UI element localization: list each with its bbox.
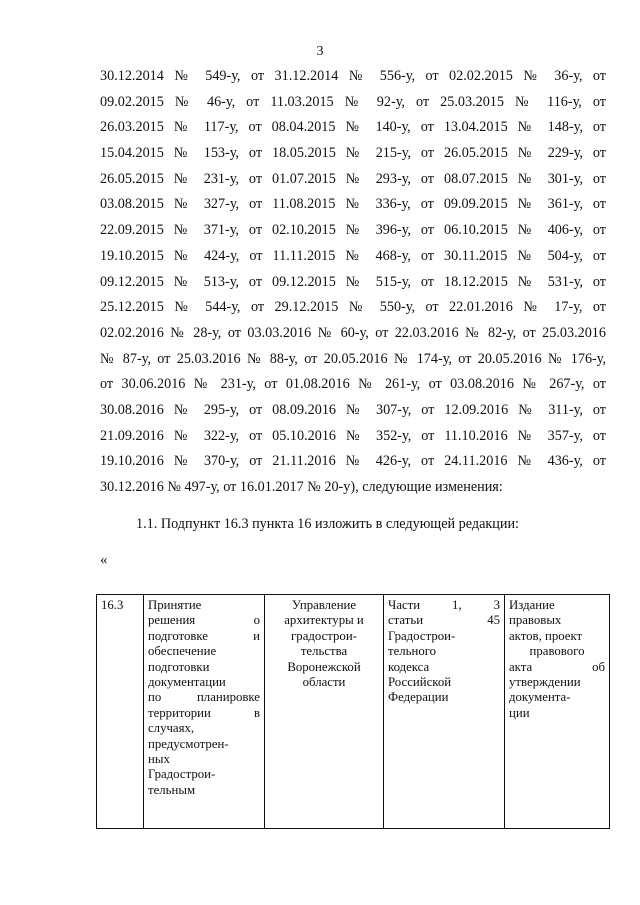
opening-quote: « xyxy=(100,552,108,568)
amendments-paragraph xyxy=(100,64,606,501)
paragraph-line: 22.09.2015 № 371-у, от 02.10.2015 № 396-у, от 06.10.2015 № 406-у, от xyxy=(100,222,606,239)
cell-line: документации xyxy=(148,675,226,690)
paragraph-line: 26.05.2015 № 231-у, от 01.07.2015 № 293-у, от 08.07.2015 № 301-у, от xyxy=(100,170,606,187)
cell-line: документа- xyxy=(509,690,571,705)
paragraph-line: 09.12.2015 № 513-у, от 09.12.2015 № 515-у, от 18.12.2015 № 531-у, от xyxy=(100,273,606,290)
paragraph-line: 03.08.2015 № 327-у, от 11.08.2015 № 336-у, от 09.09.2015 № 361-у, от xyxy=(100,196,606,213)
cell-line: Части 1, 3 xyxy=(388,598,500,612)
paragraph-line: 21.09.2016 № 322-у, от 05.10.2016 № 352-у, от 11.10.2016 № 357-у, от xyxy=(100,427,606,444)
paragraph-line: 30.12.2016 № 497-у, от 16.01.2017 № 20-у), следующие изменения: xyxy=(100,479,503,495)
paragraph-line: 02.02.2016 № 28-у, от 03.03.2016 № 60-у, от 22.03.2016 № 82-у, от 25.03.2016 xyxy=(100,324,606,341)
amendment-table xyxy=(96,594,610,829)
paragraph-line: 30.12.2014 № 549-у, от 31.12.2014 № 556-у, от 02.02.2015 № 36-у, от xyxy=(100,68,606,84)
cell-line: правовых xyxy=(509,613,562,628)
cell-line: по планировке xyxy=(148,690,260,705)
cell-line: области xyxy=(302,675,346,690)
cell-line: обеспечение xyxy=(148,644,217,659)
paragraph-line: 25.12.2015 № 544-у, от 29.12.2015 № 550-у, от 22.01.2016 № 17-у, от xyxy=(100,299,606,316)
paragraph-line: от 30.06.2016 № 231-у, от 01.08.2016 № 261-у, от 03.08.2016 № 267-у, от xyxy=(100,376,606,393)
cell-line: правового xyxy=(529,644,585,659)
cell-line: Российской xyxy=(388,675,452,690)
page-number: 3 xyxy=(316,44,324,59)
cell-line: решения о xyxy=(148,613,260,628)
cell-line: Издание xyxy=(509,598,555,612)
cell-line: подготовки xyxy=(148,659,210,674)
cell-description xyxy=(144,595,265,829)
cell-number: 16.3 xyxy=(97,595,144,829)
cell-line: подготовке и xyxy=(148,628,260,643)
cell-line: ции xyxy=(509,705,530,720)
cell-line: тельного xyxy=(388,644,437,659)
cell-line: предусмотрен- xyxy=(148,736,229,751)
cell-line: тельным xyxy=(148,782,196,797)
cell-line: случаях, xyxy=(148,721,195,736)
cell-line: статьи 45 xyxy=(388,613,500,628)
cell-line: актов, проект xyxy=(509,628,583,643)
cell-line: акта об xyxy=(509,659,605,674)
paragraph-line: 26.03.2015 № 117-у, от 08.04.2015 № 140-у, от 13.04.2015 № 148-у, от xyxy=(100,119,606,136)
cell-legal-basis xyxy=(384,595,505,829)
paragraph-line: 15.04.2015 № 153-у, от 18.05.2015 № 215-у, от 26.05.2015 № 229-у, от xyxy=(100,145,606,162)
paragraph-line: 30.08.2016 № 295-у, от 08.09.2016 № 307-у, от 12.09.2016 № 311-у, от xyxy=(100,401,606,418)
cell-authority xyxy=(265,595,384,829)
paragraph-line: 19.10.2016 № 370-у, от 21.11.2016 № 426-у, от 24.11.2016 № 436-у, от xyxy=(100,453,606,470)
cell-result xyxy=(505,595,610,829)
cell-line: ных xyxy=(148,752,170,767)
cell-line: тельства xyxy=(300,644,348,659)
paragraph-line: 09.02.2015 № 46-у, от 11.03.2015 № 92-у, от 25.03.2015 № 116-у, от xyxy=(100,93,606,110)
cell-line: территории в xyxy=(148,705,260,720)
cell-line: Градострои- xyxy=(388,628,456,643)
cell-line: Управление xyxy=(291,598,357,612)
cell-line: градострои- xyxy=(291,628,357,643)
cell-line: утверждении xyxy=(509,675,581,690)
cell-line: Воронежской xyxy=(287,659,361,674)
paragraph-line: № 87-у, от 25.03.2016 № 88-у, от 20.05.2016 № 174-у, от 20.05.2016 № 176-у, xyxy=(100,350,606,367)
cell-line: Федерации xyxy=(388,690,449,705)
cell-line: кодекса xyxy=(388,659,430,674)
cell-line: Градострои- xyxy=(148,767,216,782)
cell-line: архитектуры и xyxy=(284,613,364,628)
paragraph-line: 19.10.2015 № 424-у, от 11.11.2015 № 468-у, от 30.11.2015 № 504-у, от xyxy=(100,247,606,264)
instruction-text: 1.1. Подпункт 16.3 пункта 16 изложить в следующей редакции: xyxy=(136,516,519,532)
table-row xyxy=(97,595,610,829)
cell-line: Принятие xyxy=(148,598,202,612)
